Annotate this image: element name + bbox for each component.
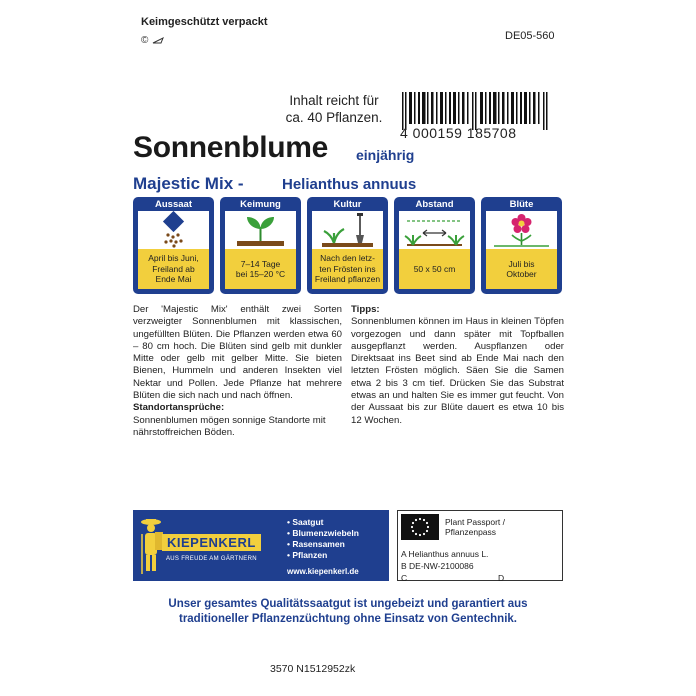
contents-line-2: ca. 40 Pflanzen. xyxy=(285,110,383,125)
passport-row-b: B DE-NW-2100086 xyxy=(401,561,474,571)
lifecycle-label: einjährig xyxy=(356,147,415,163)
location-heading: Standortansprüche: xyxy=(133,402,225,414)
latin-name: Helianthus annuus xyxy=(282,176,417,193)
spacing-icon xyxy=(399,211,470,249)
seed-bag-icon xyxy=(138,211,209,249)
article-number: DE05-560 xyxy=(505,30,555,42)
kiepenkerl-figure-icon xyxy=(138,516,164,576)
box-aussaat xyxy=(133,197,214,294)
box-line: Ende Mai xyxy=(155,274,192,285)
passport-row-c: C xyxy=(401,573,408,583)
passport-title xyxy=(445,517,505,537)
description-text: Der 'Majestic Mix' enthält zwei Sorten verzweigter Sonnenblumen mit klassischen, ungefüllten Blüten. Die Pflanzen werden etwa 60 – 80 cm hoch. Die Blüten sind gelb mit dunkler Mitte oder gelb mit gelber Mitte. Sie bieten Bienen, Hummeln und anderen Insekten viel Nektar und Pollen. Jede Pflanze hat mehrere Blüten die sich nach und nach öffnen. xyxy=(133,304,342,402)
packaging-note: Keimgeschützt verpackt xyxy=(141,16,268,28)
brand-wordmark: KIEPENKERL xyxy=(162,534,261,551)
brand-item: • Rasensamen xyxy=(287,539,345,549)
box-line: April bis Juni, xyxy=(148,253,199,264)
contents-note xyxy=(248,92,420,126)
brand-item: • Saatgut xyxy=(287,517,324,527)
box-text xyxy=(486,249,557,289)
product-title: Sonnenblume xyxy=(133,131,329,164)
box-line: Freiland pflanzen xyxy=(314,274,381,285)
flower-icon xyxy=(486,211,557,249)
lot-number: 3570 N1512952zk xyxy=(270,663,356,675)
plant-passport xyxy=(397,510,563,581)
box-title: Blüte xyxy=(509,199,534,210)
brand-item: • Pflanzen xyxy=(287,550,328,560)
box-text xyxy=(225,249,296,289)
box-line: 7–14 Tage xyxy=(240,258,281,269)
contents-line-1: Inhalt reicht für xyxy=(289,93,379,108)
brand-item: • Blumenzwiebeln xyxy=(287,528,359,538)
copyright-mark xyxy=(141,35,165,46)
box-line: Oktober xyxy=(506,269,537,279)
box-title: Kultur xyxy=(333,199,362,210)
box-abstand xyxy=(394,197,475,294)
brand-product-list xyxy=(287,517,359,561)
quality-statement xyxy=(133,597,563,627)
variety-name: Majestic Mix - xyxy=(133,174,244,193)
box-line: Juli bis xyxy=(508,258,535,269)
box-bluete xyxy=(481,197,562,294)
brand-logo-panel xyxy=(133,510,389,581)
box-title: Abstand xyxy=(415,199,454,210)
quality-line: traditioneller Pflanzenzüchtung ohne Einsatz von Gentechnik. xyxy=(178,613,517,625)
box-line: ten Frösten ins xyxy=(319,263,376,274)
box-title: Aussaat xyxy=(155,199,192,210)
seedling-icon xyxy=(225,211,296,249)
copyright-symbol: © xyxy=(141,35,149,46)
box-text xyxy=(399,249,470,289)
passport-title-line: Plant Passport / xyxy=(445,517,506,527)
box-text xyxy=(312,249,383,289)
tips-text: Sonnenblumen können im Haus in kleinen Töpfen vorgezogen und dann später mit Topfballen ausgepflanzt werden. Auspflanzen oder Direktsaat ins Beet sind ab Ende Mai nach den letzten Frösten möglich. Säen Sie die Samen etwa 2 bis 3 cm tief. Drücken Sie das Substrat etwas an und halten Sie es immer gut feucht. Von der Aussaat bis zur Blüte dauert es etwa 10 bis 12 Wochen. xyxy=(351,316,564,426)
passport-row-d: D xyxy=(498,573,505,583)
tips-heading: Tipps: xyxy=(351,304,380,315)
box-line: Freiland ab xyxy=(152,263,195,274)
box-line: bei 15–20 °C xyxy=(235,269,286,279)
brand-tagline: AUS FREUDE AM GÄRTNERN xyxy=(166,556,257,562)
location-text: Sonnenblumen mögen sonnige Standorte mit nährstoffreichen Böden. xyxy=(133,414,326,438)
quality-line: Unser gesamtes Qualitätssaatgut ist ungebeizt und garantiert aus xyxy=(168,598,528,610)
brand-url: www.kiepenkerl.de xyxy=(287,567,359,576)
box-line: Nach den letz- xyxy=(320,253,375,264)
eu-flag-icon xyxy=(401,514,439,540)
seal-icon xyxy=(151,36,165,45)
info-boxes xyxy=(133,197,563,295)
passport-title-line: Pflanzenpass xyxy=(445,527,497,537)
passport-row-a: A Helianthus annuus L. xyxy=(401,549,489,559)
description-column xyxy=(133,304,342,439)
tips-column xyxy=(351,304,564,427)
box-text xyxy=(138,249,209,289)
shovel-plant-icon xyxy=(312,211,383,249)
box-title: Keimung xyxy=(240,199,281,210)
box-keimung xyxy=(220,197,301,294)
box-line: 50 x 50 cm xyxy=(413,263,456,274)
barcode-number: 4 000159 185708 xyxy=(400,125,517,141)
box-kultur xyxy=(307,197,388,294)
